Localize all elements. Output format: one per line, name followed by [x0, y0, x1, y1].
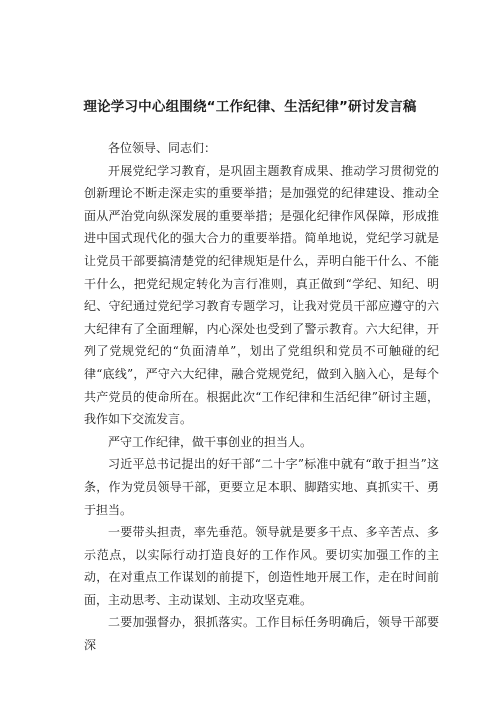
body-paragraph: 开展党纪学习教育，是巩固主题教育成果、推动学习贯彻党的创新理论不断走深走实的重要举措；是加强党的纪律建设、推动全面从严治党向纵深发展的重要举措；是强化纪律作风保障，形成推进中国式现代化的强大合力的重要举措。简单地说，党纪学习就是让党员干部要搞清楚党的纪律规矩是什么，弄明白能干什么、不能干什么，把党纪规定转化为言行准则，真正做到“学纪、知纪、明纪、守纪通过党纪学习教育专题学习，让我对党员干部应遵守的六大纪律有了全面理解，内心深处也受到了警示教育。六大纪律，开列了党规党纪的“负面清单”，划出了党组织和党员不可触碰的纪律“底线”，严守六大纪律，融合党规党纪，做到入脑入心，是每个共产党员的使命所在。根据此次“工作纪律和生活纪律”研讨主题，我作如下交流发言。 [84, 163, 439, 427]
document-body [84, 137, 439, 657]
body-paragraph: 二要加强督办，狠抓落实。工作目标任务明确后，领导干部要深 [84, 615, 439, 653]
body-paragraph: 一要带头担责，率先垂范。领导就是要多干点、多辛苦点、多示范点，以实际行动打造良好的工作作风。要切实加强工作的主动，在对重点工作谋划的前提下，创造性地开展工作，走在时间前面，主动思考、主动谋划、主动攻坚克难。 [84, 525, 439, 607]
salutation: 各位领导、同志们： [108, 141, 217, 155]
document-title: 理论学习中心组围绕“工作纪律、生活纪律”研讨发言稿 [83, 99, 417, 115]
body-paragraph: 习近平总书记提出的好干部“二十字”标准中就有“敢于担当”这条，作为党员领导干部，更要立足本职、脚踏实地、真抓实干、勇于担当。 [84, 457, 439, 517]
body-paragraph: 严守工作纪律，做干事创业的担当人。 [108, 434, 313, 449]
